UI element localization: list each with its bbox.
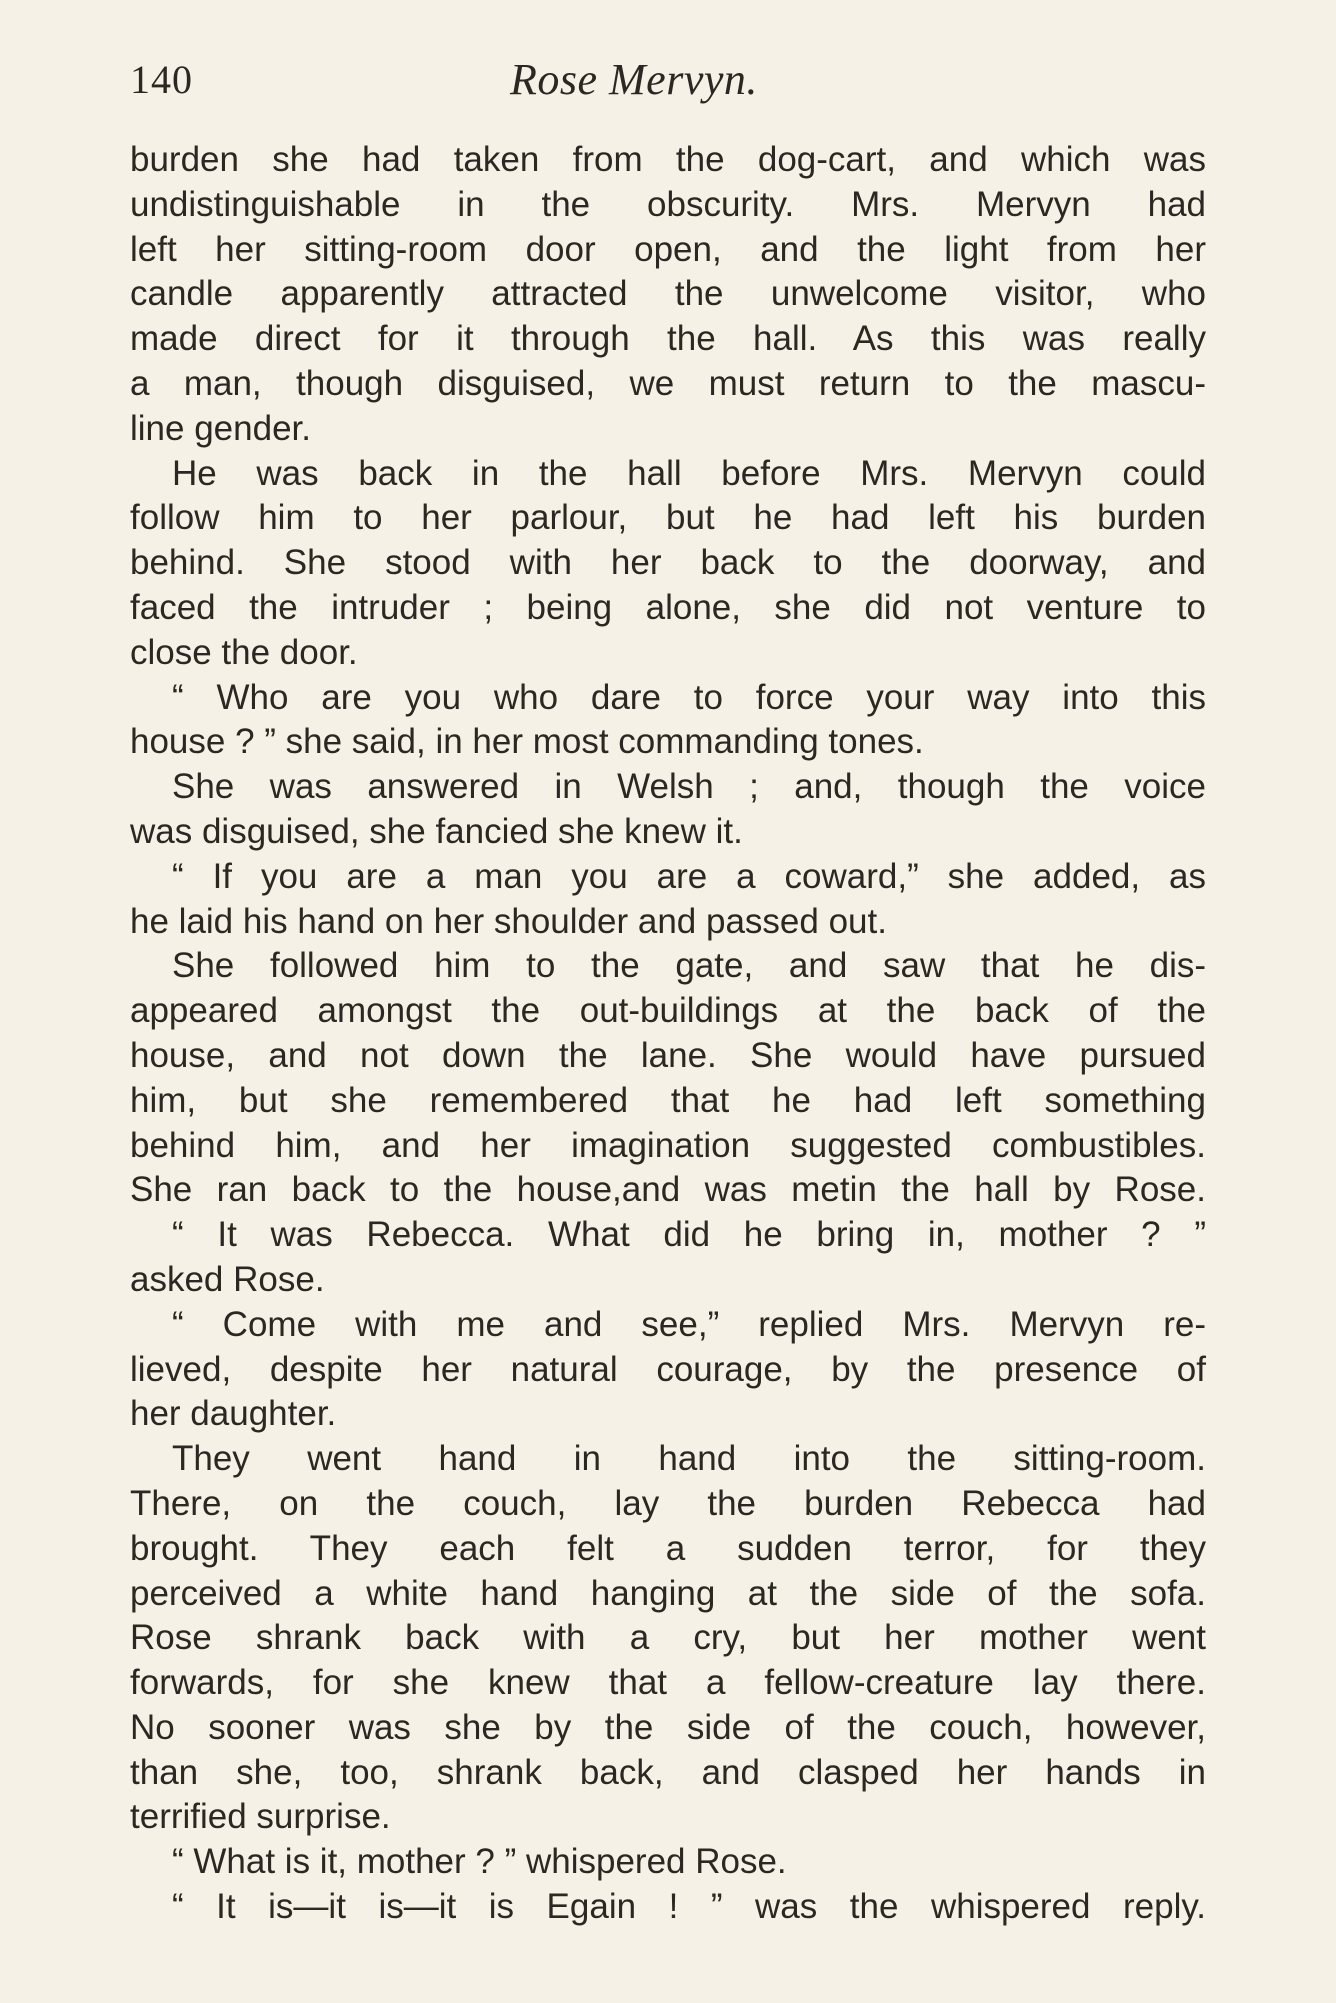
text-line: He was back in the hall before Mrs. Mervyn could: [172, 453, 1206, 493]
text-line: She followed him to the gate, and saw that he dis-: [172, 946, 1206, 986]
text-line: he laid his hand on her shoulder and passed out.: [130, 901, 887, 941]
text-line: burden she had taken from the dog-cart, and which was: [130, 140, 1206, 179]
text-line: “ If you are a man you are a coward,” she added, as: [172, 856, 1206, 896]
text-line: She ran back to the house,and was metin the hall by Rose.: [130, 1170, 1206, 1210]
text-line: She was answered in Welsh ; and, though the voice: [172, 767, 1206, 807]
body-text: [130, 138, 1206, 1930]
text-line: appeared amongst the out-buildings at the back of the: [130, 991, 1206, 1031]
text-line: “ It is—it is—it is Egain ! ” was the whispered reply.: [172, 1887, 1206, 1927]
text-line: him, but she remembered that he had left something: [130, 1080, 1206, 1120]
text-line: terrified surprise.: [130, 1797, 391, 1837]
text-line: forwards, for she knew that a fellow-creature lay there.: [130, 1663, 1206, 1703]
text-line: behind him, and her imagination suggested combustibles.: [130, 1125, 1206, 1165]
text-line: “ Come with me and see,” replied Mrs. Mervyn re-: [172, 1304, 1206, 1344]
text-line: behind. She stood with her back to the doorway, and: [130, 543, 1206, 583]
text-line: asked Rose.: [130, 1259, 325, 1299]
page-header: [130, 50, 1206, 110]
text-line: house ? ” she said, in her most commanding tones.: [130, 722, 924, 762]
text-line: than she, too, shrank back, and clasped her hands in: [130, 1752, 1206, 1792]
text-line: a man, though disguised, we must return to the mascu-: [130, 363, 1206, 403]
text-line: faced the intruder ; being alone, she did not venture to: [130, 587, 1206, 627]
text-line: Rose shrank back with a cry, but her mother went: [130, 1618, 1206, 1658]
text-line: There, on the couch, lay the burden Rebecca had: [130, 1483, 1206, 1523]
text-line: her daughter.: [130, 1394, 337, 1434]
text-line: follow him to her parlour, but he had left his burden: [130, 498, 1206, 538]
text-line: house, and not down the lane. She would have pursued: [130, 1035, 1206, 1075]
text-line: perceived a white hand hanging at the side of the sofa.: [130, 1573, 1206, 1613]
text-line: candle apparently attracted the unwelcome visitor, who: [130, 274, 1206, 314]
text-line: was disguised, she fancied she knew it.: [130, 811, 743, 851]
text-line: brought. They each felt a sudden terror, for they: [130, 1528, 1206, 1568]
text-line: “ It was Rebecca. What did he bring in, mother ? ”: [172, 1215, 1206, 1255]
text-line: No sooner was she by the side of the couch, however,: [130, 1707, 1206, 1747]
text-line: undistinguishable in the obscurity. Mrs. Mervyn had: [130, 184, 1206, 224]
text-line: line gender.: [130, 408, 311, 448]
text-line: “ What is it, mother ? ” whispered Rose.: [172, 1842, 787, 1882]
text-line: They went hand in hand into the sitting-room.: [172, 1439, 1206, 1479]
running-title: Rose Mervyn.: [510, 55, 758, 104]
page-number: 140: [130, 57, 193, 102]
text-line: made direct for it through the hall. As this was really: [130, 319, 1206, 359]
text-line: close the door.: [130, 632, 358, 672]
text-line: left her sitting-room door open, and the light from her: [130, 229, 1206, 269]
text-line: “ Who are you who dare to force your way into this: [172, 677, 1206, 717]
text-line: lieved, despite her natural courage, by the presence of: [130, 1349, 1206, 1389]
